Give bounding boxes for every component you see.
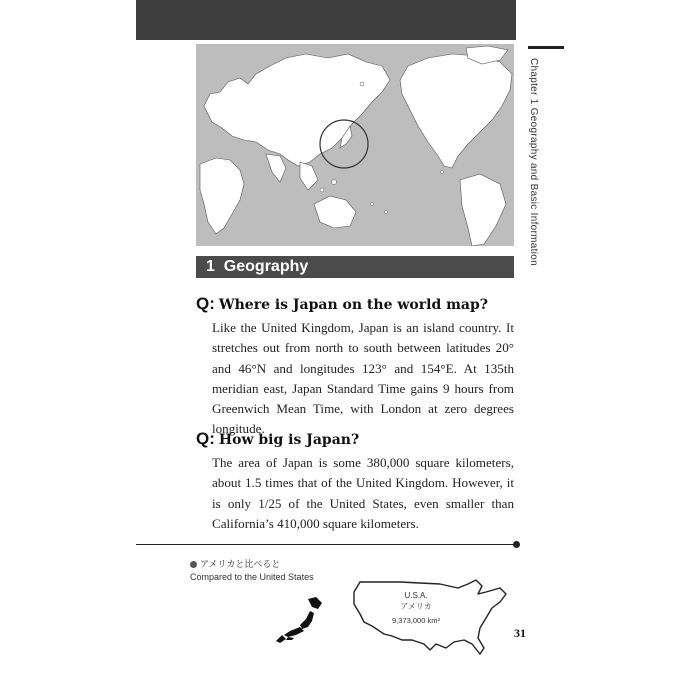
section-header — [196, 256, 514, 278]
south-america-landmass — [460, 174, 506, 246]
qa-block-1 — [196, 294, 514, 440]
answer-paragraph: The area of Japan is some 380,000 square kilometers, about 1.5 times that of the United Kingdom. However, it is only 1/25 of the United States, even smaller than California’s 410,000 square kilometers. — [212, 455, 514, 531]
usa-label-jp: アメリカ — [400, 602, 432, 611]
q-mark: Q: — [196, 429, 215, 448]
india-landmass — [266, 154, 286, 182]
comparison-title-en: Compared to the United States — [190, 572, 314, 582]
page-number: 31 — [514, 626, 526, 640]
north-america-landmass — [400, 54, 512, 168]
qa-block-2 — [196, 429, 514, 534]
question-heading — [196, 429, 514, 450]
answer-paragraph: Like the United Kingdom, Japan is an island country. It stretches out from north to south between latitudes 20° and 46°N and longitudes 123° and 154°E. At 135th meridian east, Japan Standard Time gains 9 hours from Greenwich Mean Time, with London at zero degrees longitude. — [212, 320, 514, 437]
divider-rule — [136, 544, 516, 545]
chapter-marker-rule — [528, 46, 564, 49]
comparison-title-jp-text: アメリカと比べると — [200, 560, 281, 570]
question-heading — [196, 294, 514, 315]
q-mark: Q: — [196, 294, 215, 313]
divider-end-dot — [513, 541, 520, 548]
header-bar — [136, 0, 516, 40]
section-title: Geography — [223, 258, 309, 275]
usa-label-en: U.S.A. — [404, 591, 428, 600]
section-number: 1 — [206, 258, 215, 275]
australia-landmass — [314, 196, 356, 228]
southeast-asia-landmass — [300, 162, 318, 190]
world-map-graphic — [196, 44, 514, 246]
africa-landmass — [200, 158, 244, 234]
world-map — [196, 44, 514, 246]
eurasia-landmass — [204, 54, 390, 166]
japan-silhouette — [274, 597, 326, 643]
question-text: How big is Japan? — [218, 432, 360, 448]
question-text: Where is Japan on the world map? — [218, 297, 488, 313]
chapter-side-label: Chapter 1 Geography and Basic Information — [528, 58, 539, 266]
usa-area: 9,373,000 km² — [392, 616, 440, 625]
bullet-icon — [190, 561, 197, 568]
comparison-title-jp — [190, 557, 280, 570]
